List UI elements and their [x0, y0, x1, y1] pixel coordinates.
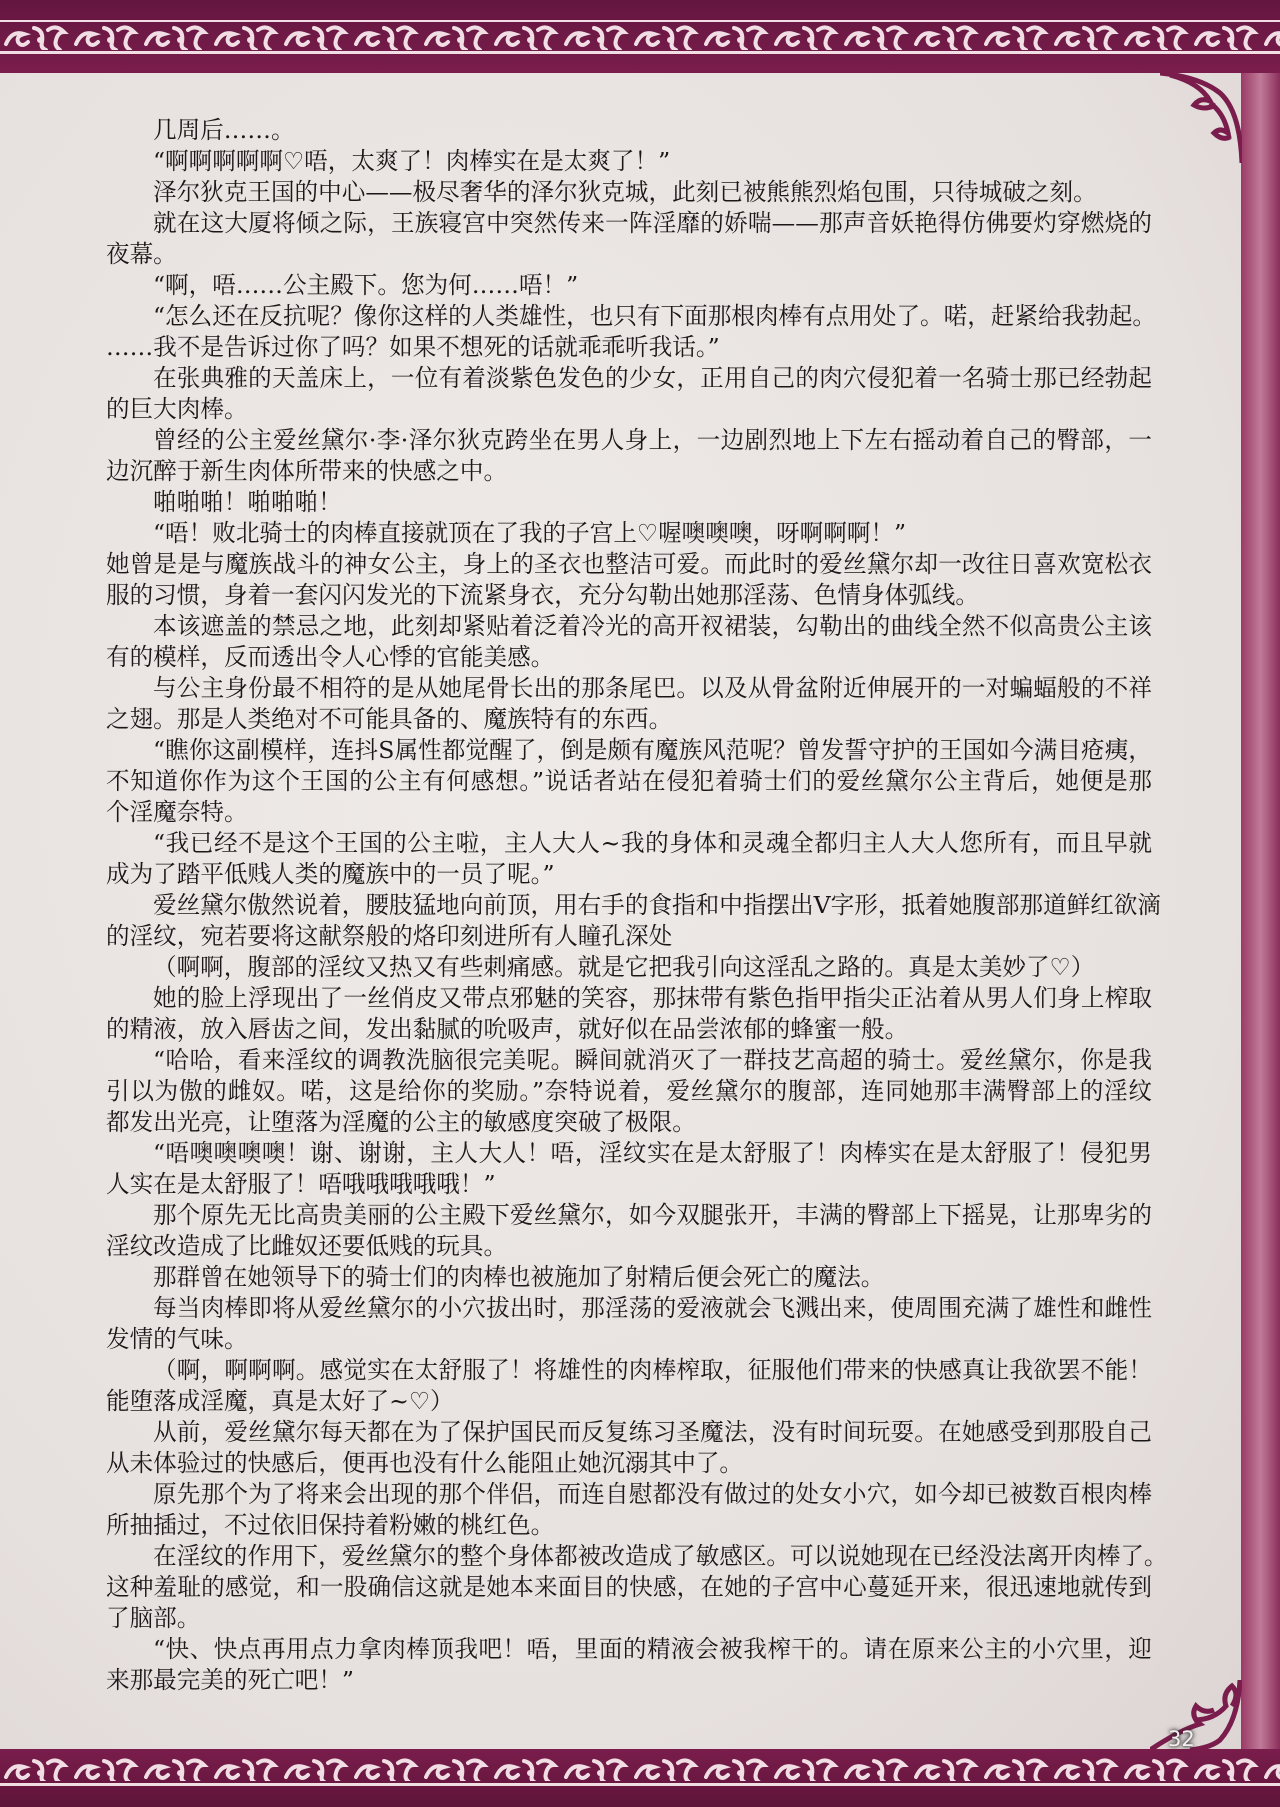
- top-right-corner-ornament-icon: [1160, 73, 1242, 163]
- text-line: “我已经不是这个王国的公主啦，主人大人~我的身体和灵魂全都归主人大人您所有，而且早就: [153, 829, 1152, 857]
- paragraph: [106, 146, 1152, 177]
- text-line: 原先那个为了将来会出现的那个伴侣，而连自慰都没有做过的处女小穴，如今却已被数百根肉棒: [153, 1480, 1152, 1508]
- body-text: [106, 115, 1168, 1696]
- paragraph: [106, 301, 1156, 363]
- text-line: “唔！败北骑士的肉棒直接就顶在了我的子宫上♡喔噢噢噢，呀啊啊啊！”: [153, 519, 907, 547]
- text-line: 的巨大肉棒。: [106, 395, 248, 423]
- text-line: 不知道你作为这个王国的公主有何感想。”说话者站在侵犯着骑士们的爱丝黛尔公主背后，她便是那: [106, 767, 1152, 795]
- paragraph: [106, 828, 1152, 890]
- text-line: 这种羞耻的感觉，和一股确信这就是她本来面目的快感，在她的子宫中心蔓延开来，很迅速地就传到: [106, 1573, 1152, 1601]
- text-line: 所抽插过，不过依旧保持着粉嫩的桃红色。: [106, 1511, 555, 1539]
- text-line: 她曾是是与魔族战斗的神女公主，身上的圣衣也整洁可爱。而此时的爱丝黛尔却一改往日喜欢宽松衣: [106, 550, 1152, 578]
- text-line: 每当肉棒即将从爱丝黛尔的小穴拔出时，那淫荡的爱液就会飞溅出来，使周围充满了雄性和雌性: [153, 1294, 1152, 1322]
- paragraph: [106, 177, 1152, 208]
- text-line: 来那最完美的死亡吧！”: [106, 1666, 354, 1694]
- text-line: 她的脸上浮现出了一丝俏皮又带点邪魅的笑容，那抹带有紫色指甲指尖正沾着从男人们身上榨取: [153, 984, 1152, 1012]
- text-line: 引以为傲的雌奴。喏，这是给你的奖励。”奈特说着，爱丝黛尔的腹部，连同她那丰满臀部上的淫纹: [106, 1077, 1152, 1105]
- paragraph: [106, 1541, 1168, 1634]
- page-number: 32: [1168, 1727, 1195, 1751]
- paragraph: [106, 1479, 1152, 1541]
- text-line: 就在这大厦将倾之际，王族寝宫中突然传来一阵淫靡的娇喘——那声音妖艳得仿佛要灼穿燃烧的: [153, 209, 1152, 237]
- text-line: 了脑部。: [106, 1604, 201, 1632]
- paragraph: [106, 1045, 1152, 1138]
- text-line: “哈哈，看来淫纹的调教洗脑很完美呢。瞬间就消灭了一群技艺高超的骑士。爱丝黛尔，你是我: [153, 1046, 1152, 1074]
- text-line: 从前，爱丝黛尔每天都在为了保护国民而反复练习圣魔法，没有时间玩耍。在她感受到那股自己: [153, 1418, 1152, 1446]
- text-line: 爱丝黛尔傲然说着，腰肢猛地向前顶，用右手的食指和中指摆出V字形，抵着她腹部那道鲜红欲滴: [153, 891, 1161, 919]
- text-line: 那群曾在她领导下的骑士们的肉棒也被施加了射精后便会死亡的魔法。: [153, 1263, 885, 1291]
- text-line: “快、快点再用点力拿肉棒顶我吧！唔，里面的精液会被我榨干的。请在原来公主的小穴里，迎: [153, 1635, 1152, 1663]
- paragraph: [106, 1262, 1152, 1293]
- paragraph: [106, 1355, 1152, 1417]
- paragraph: [106, 735, 1152, 828]
- paragraph: [106, 952, 1152, 983]
- paragraph: [106, 208, 1152, 270]
- text-line: “啊啊啊啊啊♡唔，太爽了！肉棒实在是太爽了！”: [153, 147, 671, 175]
- paragraph: [106, 1634, 1152, 1696]
- paragraph: [106, 673, 1152, 735]
- text-line: “啊，唔……公主殿下。您为何……唔！”: [153, 271, 579, 299]
- text-line: 能堕落成淫魔，真是太好了~♡）: [106, 1387, 454, 1415]
- text-line: （啊，啊啊啊。感觉实在太舒服了！将雄性的肉棒榨取，征服他们带来的快感真让我欲罢不能！: [153, 1356, 1152, 1384]
- paragraph: [106, 611, 1152, 673]
- text-line: 泽尔狄克王国的中心——极尽奢华的泽尔狄克城，此刻已被熊熊烈焰包围，只待城破之刻。: [153, 178, 1097, 206]
- paragraph: [106, 270, 1152, 301]
- paragraph: [106, 518, 1152, 549]
- text-line: 有的模样，反而透出令人心悸的官能美感。: [106, 643, 555, 671]
- top-ornament-border: [0, 20, 1280, 54]
- text-line: 的淫纹，宛若要将这献祭般的烙印刻进所有人瞳孔深处: [106, 922, 673, 950]
- text-line: “怎么还在反抗呢？像你这样的人类雄性，也只有下面那根肉棒有点用处了。喏，赶紧给我勃起。: [153, 302, 1156, 330]
- text-line: 本该遮盖的禁忌之地，此刻却紧贴着泛着冷光的高开衩裙装，勾勒出的曲线全然不似高贵公主该: [153, 612, 1152, 640]
- text-line: 在淫纹的作用下，爱丝黛尔的整个身体都被改造成了敏感区。可以说她现在已经没法离开肉棒了。: [153, 1542, 1168, 1570]
- paragraph: [106, 890, 1161, 952]
- text-line: 曾经的公主爱丝黛尔·李·泽尔狄克跨坐在男人身上，一边剧烈地上下左右摇动着自己的臀部，一: [153, 426, 1152, 454]
- paragraph: [106, 983, 1152, 1045]
- text-line: 从未体验过的快感后，便再也没有什么能阻止她沉溺其中了。: [106, 1449, 744, 1477]
- paragraph: [106, 1417, 1152, 1479]
- paragraph: [106, 1293, 1152, 1355]
- text-line: 与公主身份最不相符的是从她尾骨长出的那条尾巴。以及从骨盆附近伸展开的一对蝙蝠般的不祥: [153, 674, 1152, 702]
- text-line: 那个原先无比高贵美丽的公主殿下爱丝黛尔，如今双腿张开，丰满的臀部上下摇晃，让那卑劣的: [153, 1201, 1152, 1229]
- text-line: 人实在是太舒服了！唔哦哦哦哦哦！”: [106, 1170, 496, 1198]
- text-line: 服的习惯，身着一套闪闪发光的下流紧身衣，充分勾勒出她那淫荡、色情身体弧线。: [106, 581, 979, 609]
- text-line: “瞧你这副模样，连抖S属性都觉醒了，倒是颇有魔族风范呢？曾发誓守护的王国如今满目疮痍，: [153, 736, 1152, 764]
- text-line: 啪啪啪！啪啪啪！: [153, 488, 342, 516]
- paragraph: [106, 1200, 1152, 1262]
- text-line: （啊啊，腹部的淫纹又热又有些刺痛感。就是它把我引向这淫乱之路的。真是太美妙了♡）: [153, 953, 1095, 981]
- text-line: 的精液，放入唇齿之间，发出黏腻的吮吸声，就好似在品尝浓郁的蜂蜜一般。: [106, 1015, 909, 1043]
- paragraph: [106, 425, 1152, 487]
- paragraph: [106, 1138, 1152, 1200]
- paragraph: [106, 549, 1152, 611]
- text-line: 发情的气味。: [106, 1325, 248, 1353]
- text-line: 都发出光亮，让堕落为淫魔的公主的敏感度突破了极限。: [106, 1108, 696, 1136]
- text-line: 边沉醉于新生肉体所带来的快感之中。: [106, 457, 508, 485]
- paragraph: [106, 363, 1152, 425]
- right-frame-margin: [1241, 73, 1280, 1749]
- text-line: ……我不是告诉过你了吗？如果不想死的话就乖乖听我话。”: [106, 333, 720, 361]
- text-line: “唔噢噢噢噢！谢、谢谢，主人大人！唔，淫纹实在是太舒服了！肉棒实在是太舒服了！侵犯男: [153, 1139, 1152, 1167]
- bottom-ornament-border: [0, 1753, 1280, 1787]
- text-line: 成为了踏平低贱人类的魔族中的一员了呢。”: [106, 860, 555, 888]
- paragraph: [106, 115, 1152, 146]
- text-line: 在张典雅的天盖床上，一位有着淡紫色发色的少女，正用自己的肉穴侵犯着一名骑士那已经勃起: [153, 364, 1152, 392]
- text-line: 之翅。那是人类绝对不可能具备的、魔族特有的东西。: [106, 705, 673, 733]
- text-line: 几周后……。: [153, 116, 295, 144]
- text-line: 夜幕。: [106, 240, 177, 268]
- text-line: 个淫魔奈特。: [106, 798, 248, 826]
- text-line: 淫纹改造成了比雌奴还要低贱的玩具。: [106, 1232, 508, 1260]
- paragraph: [106, 487, 1152, 518]
- bottom-right-corner-ornament-icon: [1150, 1680, 1242, 1750]
